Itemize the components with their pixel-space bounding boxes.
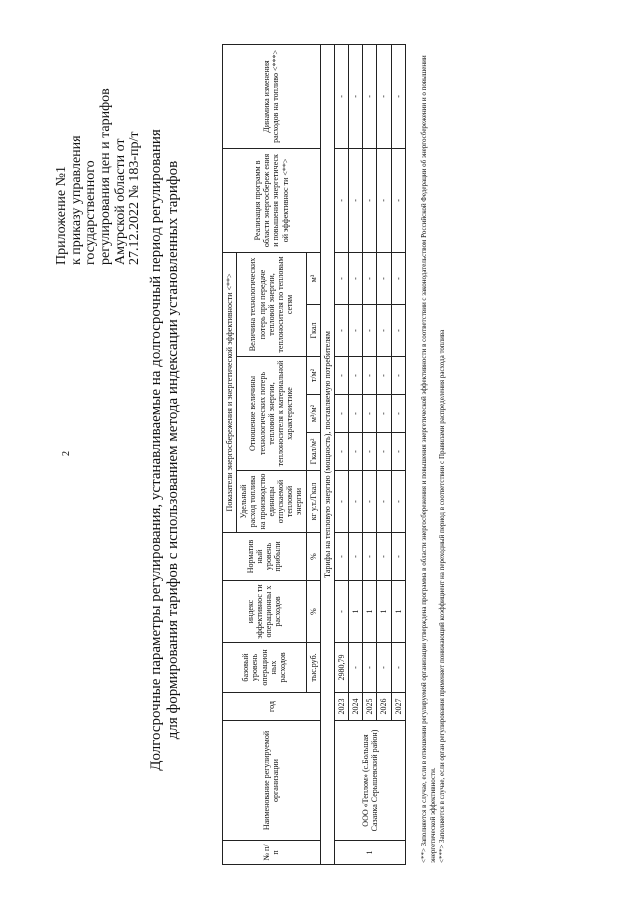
cell-lr3: - <box>363 357 377 395</box>
header-year: год <box>223 693 321 721</box>
cell-lr1: - <box>363 433 377 471</box>
cell-lr1: - <box>391 433 405 471</box>
cell-dyn: - <box>363 44 377 148</box>
header-loss-ratio: Отношение величины технологических потерь тепловой энергии, теплоносителя к материальной характеристике <box>237 357 306 471</box>
org-number: 1 <box>334 841 405 865</box>
parameters-table <box>222 44 406 865</box>
cell-eff: 1 <box>391 581 405 643</box>
cell-prog: - <box>334 148 348 252</box>
cell-tl2: - <box>349 252 363 304</box>
header-dynamics: Динамика изменения расходов на топливо <***> <box>223 44 321 148</box>
cell-tl2: - <box>334 252 348 304</box>
table-body <box>334 44 405 864</box>
cell-tl1: - <box>391 305 405 357</box>
cell-tl1: - <box>363 305 377 357</box>
appendix-block <box>55 45 143 265</box>
cell-year: 2026 <box>377 693 391 721</box>
cell-fuel: - <box>334 471 348 533</box>
cell-tl2: - <box>363 252 377 304</box>
appendix-line: 27.12.2022 № 183-пр/т <box>127 131 143 265</box>
cell-lr1: - <box>349 433 363 471</box>
cell-dyn: - <box>334 44 348 148</box>
header-energy-group: Показатели энергосбережения и энергетической эффективности <**> <box>223 252 237 532</box>
cell-base: 2980,79 <box>334 643 348 693</box>
cell-dyn: - <box>377 44 391 148</box>
cell-eff: 1 <box>363 581 377 643</box>
cell-tl2: - <box>391 252 405 304</box>
unit-base-level: тыс.руб. <box>306 643 320 693</box>
unit-tech-losses-1: Гкал <box>306 305 320 357</box>
cell-profit: - <box>391 533 405 581</box>
appendix-line: государственного <box>83 160 99 265</box>
header-efficiency-index: индекс эффективнос ти операционны х расходов <box>223 581 307 643</box>
org-name: ООО «Теплом» (с.Большая Сазанка Серышевский район) <box>334 721 405 841</box>
cell-prog: - <box>391 148 405 252</box>
cell-year: 2025 <box>363 693 377 721</box>
footnotes <box>420 43 446 863</box>
cell-lr3: - <box>349 357 363 395</box>
cell-eff: - <box>334 581 348 643</box>
cell-fuel: - <box>391 471 405 533</box>
cell-lr2: - <box>349 395 363 433</box>
unit-loss-ratio-2: м³/м² <box>306 395 320 433</box>
cell-dyn: - <box>391 44 405 148</box>
cell-lr3: - <box>391 357 405 395</box>
footnote-1: <**> Заполняется в случае, если в отношении регулируемой организации утверждена программа в области энергосбережения и повышения энергетической эффективности в соответствии с законодательством Российской Федерации об энергосбережении и о повышении энергетической эффективности. <box>420 55 437 863</box>
cell-profit: - <box>349 533 363 581</box>
cell-base: - <box>377 643 391 693</box>
cell-profit: - <box>363 533 377 581</box>
cell-base: - <box>363 643 377 693</box>
cell-prog: - <box>349 148 363 252</box>
cell-lr2: - <box>377 395 391 433</box>
unit-tech-losses-2: м³ <box>306 252 320 304</box>
cell-lr1: - <box>377 433 391 471</box>
cell-lr3: - <box>377 357 391 395</box>
cell-year: 2024 <box>349 693 363 721</box>
cell-lr2: - <box>363 395 377 433</box>
title-line-2: для формирования тарифов с использованием метода индексации установленных тарифов <box>165 160 182 740</box>
cell-fuel: - <box>363 471 377 533</box>
header-tech-losses: Величина технологических потерь при передаче тепловой энергии, теплоносителя по тепловым сетям <box>237 252 306 356</box>
cell-lr2: - <box>334 395 348 433</box>
unit-loss-ratio-1: Гкал/м² <box>306 433 320 471</box>
cell-tl1: - <box>377 305 391 357</box>
cell-fuel: - <box>377 471 391 533</box>
header-normative-profit: Норматив ный уровень прибыли <box>223 533 307 581</box>
cell-lr2: - <box>391 395 405 433</box>
appendix-line: регулирования цен и тарифов <box>98 88 114 265</box>
cell-tl2: - <box>377 252 391 304</box>
unit-normative-profit: % <box>306 533 320 581</box>
cell-dyn: - <box>349 44 363 148</box>
cell-profit: - <box>334 533 348 581</box>
appendix-line: к приказу управления <box>68 135 84 265</box>
cell-year: 2023 <box>334 693 348 721</box>
cell-lr3: - <box>334 357 348 395</box>
page-number: 2 <box>61 451 72 456</box>
unit-loss-ratio-3: т/м² <box>306 357 320 395</box>
header-org: Наименование регулируемой организации <box>223 721 321 841</box>
unit-specific-fuel: кг у.т./Гкал <box>306 471 320 533</box>
header-specific-fuel: Удельный расход топлива на производство единицы отпускаемой тепловой энергии <box>237 471 306 533</box>
cell-base: - <box>349 643 363 693</box>
cell-year: 2027 <box>391 693 405 721</box>
cell-profit: - <box>377 533 391 581</box>
appendix-line: Приложение №1 <box>54 166 69 265</box>
cell-eff: 1 <box>377 581 391 643</box>
cell-fuel: - <box>349 471 363 533</box>
header-base-level: базовый уровень операцион ных расходов <box>223 643 307 693</box>
cell-tl1: - <box>334 305 348 357</box>
cell-tl1: - <box>349 305 363 357</box>
cell-base: - <box>391 643 405 693</box>
title-line-1: Долгосрочные параметры регулирования, устанавливаемые на долгосрочный период регулирования <box>148 129 164 771</box>
cell-eff: 1 <box>349 581 363 643</box>
cell-prog: - <box>377 148 391 252</box>
footnote-2: <***> Заполняется в случае, если орган регулирования применяет понижающий коэффициент на переходный период в соответствии с Правилами распределения расхода топлива <box>437 329 446 863</box>
cell-lr1: - <box>334 433 348 471</box>
document-title <box>148 50 183 850</box>
header-num: № п/ п <box>223 841 321 865</box>
appendix-line: Амурской области от <box>112 138 128 265</box>
section-title: Тарифы на тепловую энергию (мощность), поставляемую потребителям <box>320 44 334 864</box>
table-row <box>334 44 348 864</box>
unit-efficiency-index: % <box>306 581 320 643</box>
header-program: Реализация программ в области энергосбереж ения и повышения энергетическ ой эффективнос ти <**> <box>223 148 321 252</box>
cell-prog: - <box>363 148 377 252</box>
